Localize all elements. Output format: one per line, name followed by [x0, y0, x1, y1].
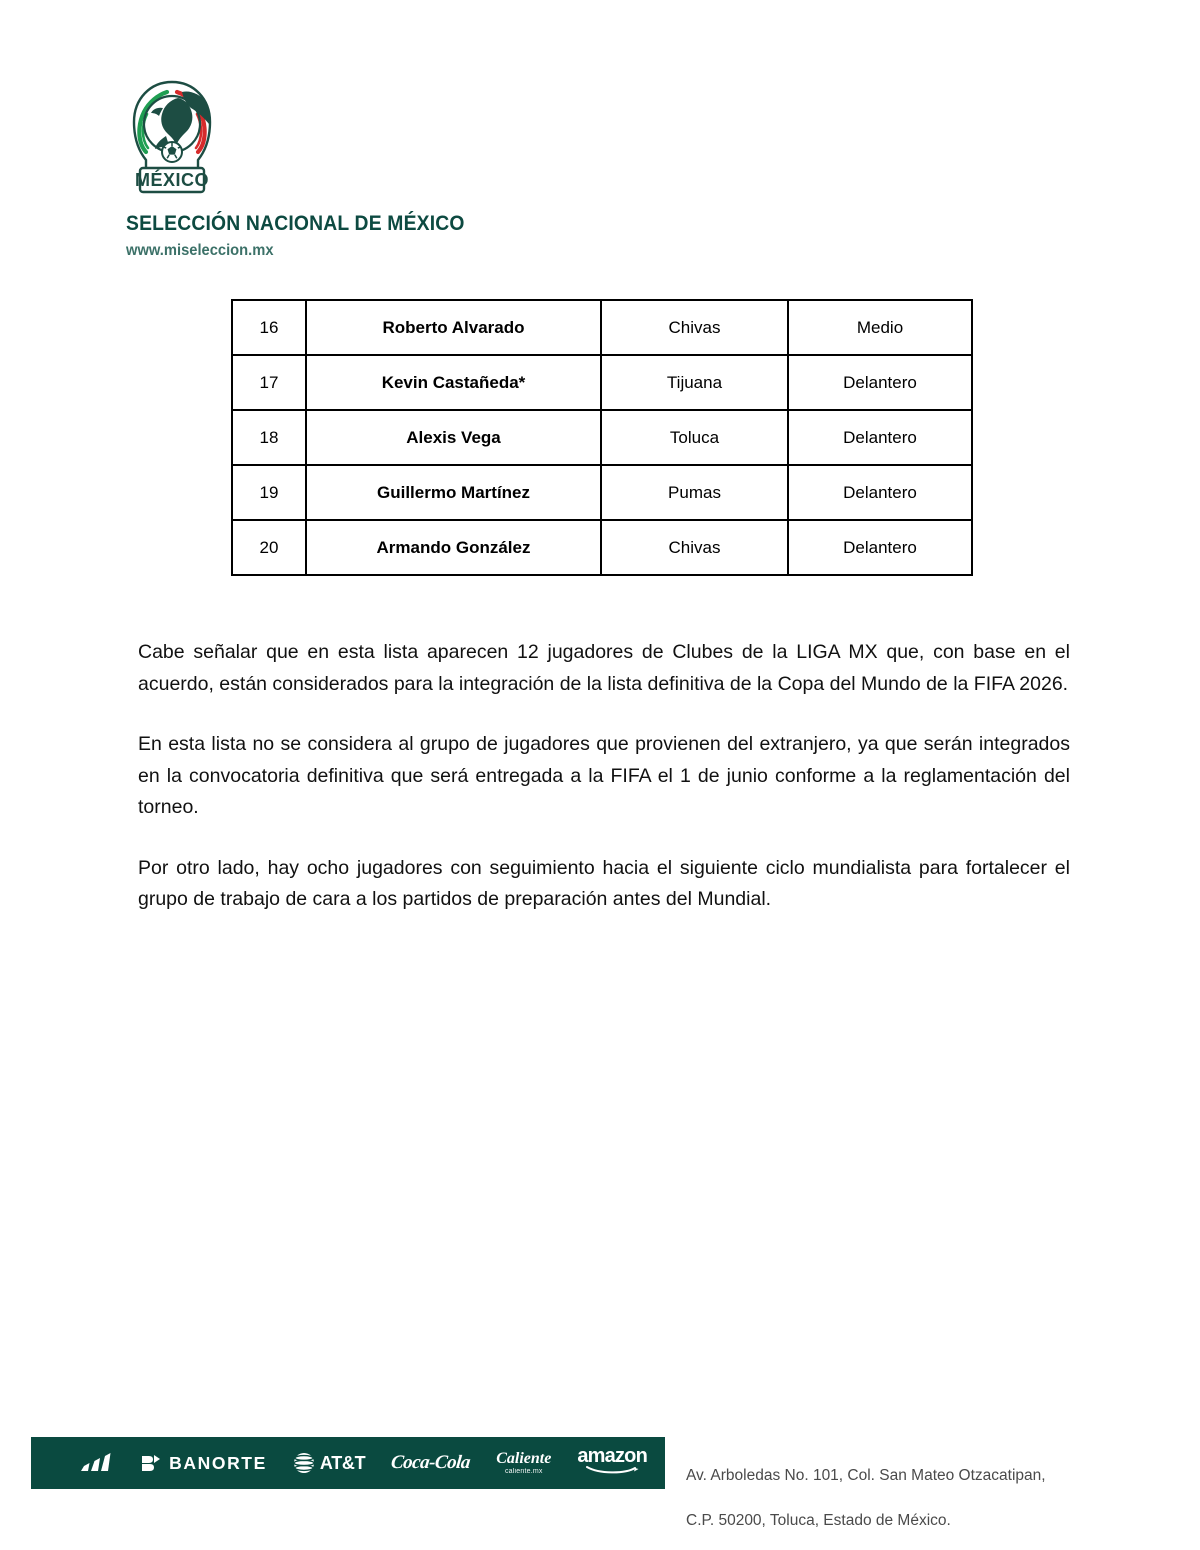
cell-number: 18: [232, 410, 306, 465]
cell-name: Armando González: [306, 520, 601, 575]
cell-name: Kevin Castañeda*: [306, 355, 601, 410]
organization-name: SELECCIÓN NACIONAL DE MÉXICO: [126, 212, 465, 235]
amazon-label: amazon: [577, 1445, 647, 1467]
cell-name: Roberto Alvarado: [306, 300, 601, 355]
paragraph-liga-mx-players: Cabe señalar que en esta lista aparecen 12 jugadores de Clubes de la LIGA MX que, con base en el acuerdo, están considerados para la integración de la lista definitiva de la Copa del Mundo de la FIFA 2026.: [138, 641, 1070, 695]
table-row: [232, 410, 972, 465]
organization-website: www.miseleccion.mx: [126, 242, 274, 259]
paragraph-followed-players: Por otro lado, hay ocho jugadores con seguimiento hacia el siguiente ciclo mundialista para fortalecer el grupo de trabajo de cara a los partidos de preparación antes del Mundial.: [138, 856, 1070, 911]
adidas-logo-icon: [80, 1446, 114, 1480]
roster-table-body: [232, 300, 972, 575]
caliente-label: Caliente: [496, 1450, 552, 1467]
cell-number: 16: [232, 300, 306, 355]
table-row: [232, 355, 972, 410]
cell-position: Delantero: [788, 465, 972, 520]
caliente-logo-icon: [496, 1446, 551, 1480]
cell-club: Tijuana: [601, 355, 788, 410]
address-line-2: C.P. 50200, Toluca, Estado de México.: [686, 1512, 951, 1530]
coca-cola-logo-icon: [391, 1446, 470, 1480]
cell-name: Guillermo Martínez: [306, 465, 601, 520]
cell-position: Delantero: [788, 410, 972, 465]
cell-number: 17: [232, 355, 306, 410]
paragraph-foreign-players: En esta lista no se considera al grupo de jugadores que provienen del extranjero, ya que serán integrados en la convocatoria definitiva que será entregada a la FIFA el 1 de junio conforme a la reglamentación del torneo.: [138, 733, 1070, 819]
att-logo-icon: [293, 1446, 365, 1480]
table-row: [232, 465, 972, 520]
cell-club: Pumas: [601, 465, 788, 520]
table-row: [232, 520, 972, 575]
cell-number: 19: [232, 465, 306, 520]
banorte-label: BANORTE: [169, 1452, 267, 1473]
document-footer: [0, 1437, 1200, 1530]
cell-club: Chivas: [601, 520, 788, 575]
footer-address: [686, 1443, 1046, 1533]
amazon-logo-icon: [577, 1446, 647, 1480]
table-row: [232, 300, 972, 355]
att-label: AT&T: [319, 1452, 366, 1473]
cell-position: Delantero: [788, 520, 972, 575]
document-header: [126, 78, 546, 260]
sponsor-bar: [31, 1437, 665, 1489]
address-line-1: Av. Arboledas No. 101, Col. San Mateo Otzacatipan,: [686, 1467, 1046, 1485]
document-body: [138, 637, 1070, 916]
svg-text:MÉXICO: MÉXICO: [134, 170, 210, 190]
coca-cola-label: Coca-Cola: [390, 1452, 472, 1473]
cell-club: Chivas: [601, 300, 788, 355]
banorte-logo-icon: [140, 1446, 267, 1480]
roster-table: [231, 299, 973, 576]
cell-name: Alexis Vega: [306, 410, 601, 465]
cell-club: Toluca: [601, 410, 788, 465]
mexico-national-team-crest-icon: [126, 78, 218, 196]
caliente-sublabel: caliente.mx: [504, 1468, 543, 1475]
cell-position: Delantero: [788, 355, 972, 410]
cell-number: 20: [232, 520, 306, 575]
cell-position: Medio: [788, 300, 972, 355]
